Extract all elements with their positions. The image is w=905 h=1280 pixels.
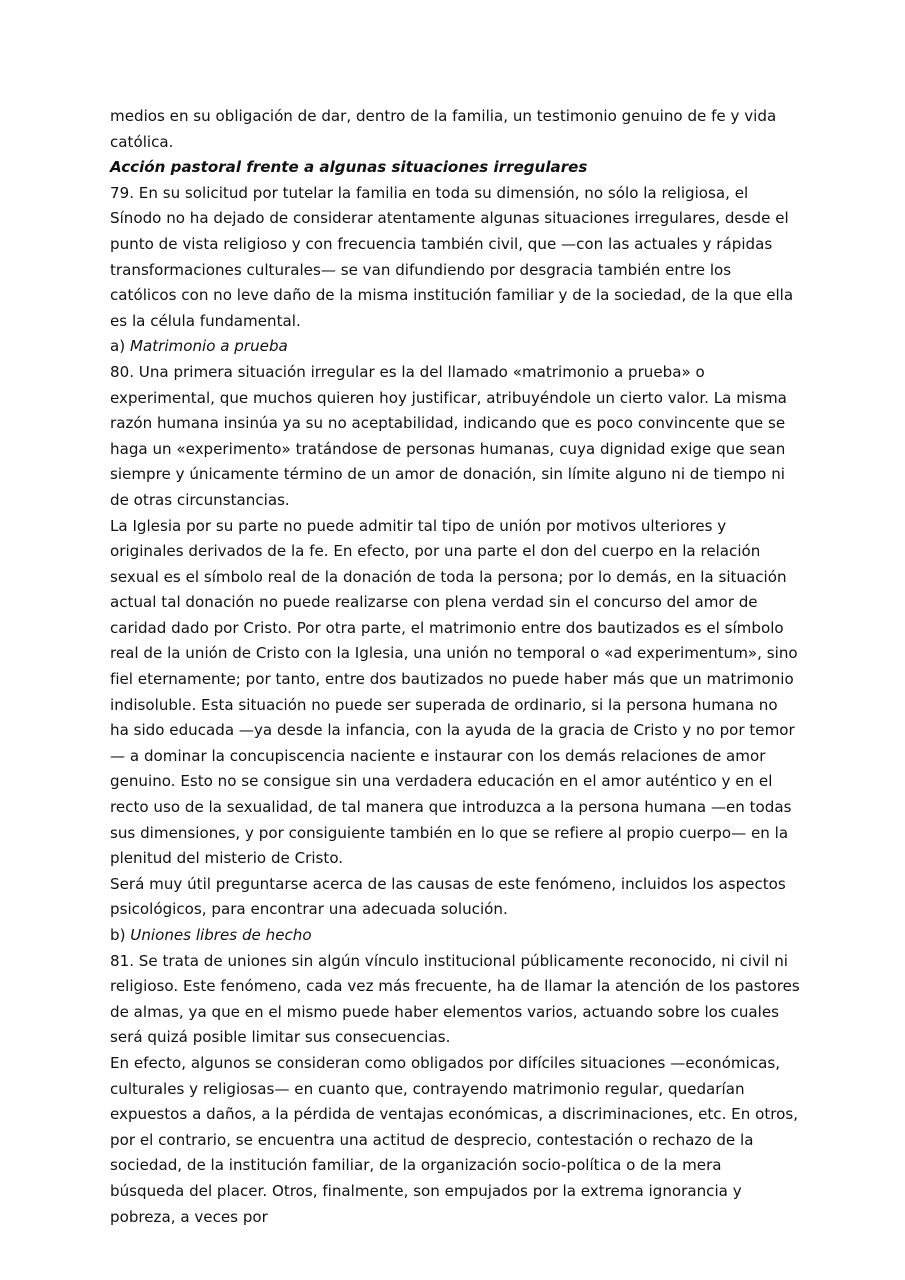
paragraph-situaciones-dificiles: En efecto, algunos se consideran como obligados por difíciles situaciones —económicas, culturales y religiosas— en cuanto que, contrayendo matrimonio regular, quedarían expuestos a daños, a la pérdida de ventajas económicas, a discriminaciones, etc. En otros, por el contrario, se encuentra una actitud de desprecio, contestación o rechazo de la sociedad, de la institución familiar, de la organización socio-política o de la mera búsqueda del placer. Otros, finalmente, son empujados por la extrema ignorancia y pobreza, a veces por: [110, 1053, 799, 1226]
section-heading-accion-pastoral: Acción pastoral frente a algunas situaciones irregulares: [110, 158, 588, 177]
paragraph-causas-fenomeno: Será muy útil preguntarse acerca de las causas de este fenómeno, incluidos los aspectos psicológicos, para encontrar una adecuada solución.: [110, 874, 786, 919]
subheading-a-matrimonio-a-prueba: [110, 334, 800, 360]
subheading-b-title: Uniones libres de hecho: [130, 926, 312, 944]
paragraph-80: 80. Una primera situación irregular es la del llamado «matrimonio a prueba» o experimental, que muchos quieren hoy justificar, atribuyéndole un cierto valor. La misma razón humana insinúa ya su no aceptabilidad, indicando que es poco convincente que se haga un «experimento» tratándose de personas humanas, cuya dignidad exige que sean siempre y únicamente término de un amor de donación, sin límite alguno ni de tiempo ni de otras circunstancias.: [110, 362, 787, 509]
subheading-b-label: b): [110, 926, 131, 944]
paragraph-79: 79. En su solicitud por tutelar la familia en toda su dimensión, no sólo la religiosa, el Sínodo no ha dejado de considerar atentamente algunas situaciones irregulares, desde el punto de vista religioso y con frecuencia también civil, que —con las actuales y rápidas transformaciones culturales— se van difundiendo por desgracia también entre los católicos con no leve daño de la misma institución familiar y de la sociedad, de la que ella es la célula fundamental.: [110, 183, 794, 330]
subheading-a-label: a): [110, 337, 130, 356]
paragraph-iglesia-union: La Iglesia por su parte no puede admitir tal tipo de unión por motivos ulteriores y originales derivados de la fe. En efecto, por una parte el don del cuerpo en la relación sexual es el símbolo real de la donación de toda la persona; por lo demás, en la situación actual tal donación no puede realizarse con plena verdad sin el concurso del amor de caridad dado por Cristo. Por otra parte, el matrimonio entre dos bautizados es el símbolo real de la unión de Cristo con la Iglesia, una unión no temporal o «ad experimentum», sino fiel eternamente; por tanto, entre dos bautizados no puede haber más que un matrimonio indisoluble. Esta situación no puede ser superada de ordinario, si la persona humana no ha sido educada —ya desde la infancia, con la ayuda de la gracia de Cristo y no por temor— a dominar la concupiscencia naciente e instaurar con los demás relaciones de amor genuino. Esto no se consigue sin una verdadera educación en el amor auténtico y en el recto uso de la sexualidad, de tal manera que introduzca a la persona humana —en todas sus dimensiones, y por consiguiente también en lo que se refiere al propio cuerpo— en la plenitud del misterio de Cristo.: [110, 516, 798, 868]
document-text-body: [110, 104, 800, 1230]
paragraph-81: 81. Se trata de uniones sin algún vínculo institucional públicamente reconocido, ni civil ni religioso. Este fenómeno, cada vez más frecuente, ha de llamar la atención de los pastores de almas, ya que en el mismo puede haber elementos varios, actuando sobre los cuales será quizá posible limitar sus consecuencias.: [110, 951, 800, 1047]
subheading-a-title: Matrimonio a prueba: [129, 337, 288, 356]
subheading-b-uniones-libres-de-hecho: [110, 923, 800, 949]
paragraph-continuation-top: medios en su obligación de dar, dentro de la familia, un testimonio genuino de fe y vida católica.: [110, 107, 777, 151]
